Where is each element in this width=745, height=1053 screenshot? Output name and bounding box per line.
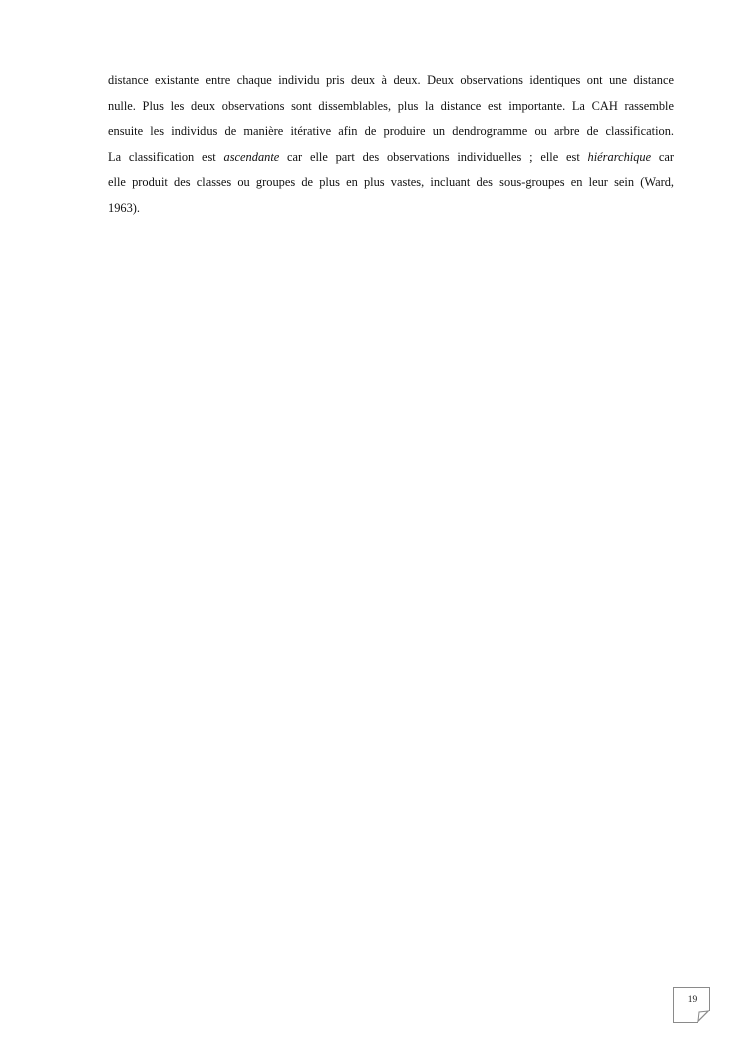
page-curl-icon	[696, 1009, 710, 1023]
paragraph-line: distance existante entre chaque individu pris deux à deux. Deux observations identiques ont une distance	[108, 73, 674, 87]
paragraph-line: ensuite les individus de manière itérative afin de produire un dendrogramme ou arbre de classification.	[108, 124, 674, 139]
paragraph-line: elle produit des classes ou groupes de plus en plus vastes, incluant des sous-groupes en leur sein (Ward,	[108, 175, 674, 190]
paragraph-line: nulle. Plus les deux observations sont dissemblables, plus la distance est importante. La CAH rassemble	[108, 98, 674, 113]
paragraph-line: 1963).	[108, 200, 141, 215]
badge-edge	[674, 1022, 698, 1023]
italic-term-ascendante: ascendante	[223, 149, 280, 164]
text-segment: La classification est	[108, 149, 224, 164]
italic-term-hierarchique: hiérarchique	[587, 149, 652, 164]
paragraph-line	[108, 145, 674, 171]
page-number: 19	[687, 995, 698, 1005]
text-segment: car elle part des observations individuelles ; elle est	[279, 149, 588, 164]
page-number-badge	[673, 987, 710, 1023]
text-segment: car	[651, 149, 674, 164]
body-paragraph	[108, 68, 674, 222]
